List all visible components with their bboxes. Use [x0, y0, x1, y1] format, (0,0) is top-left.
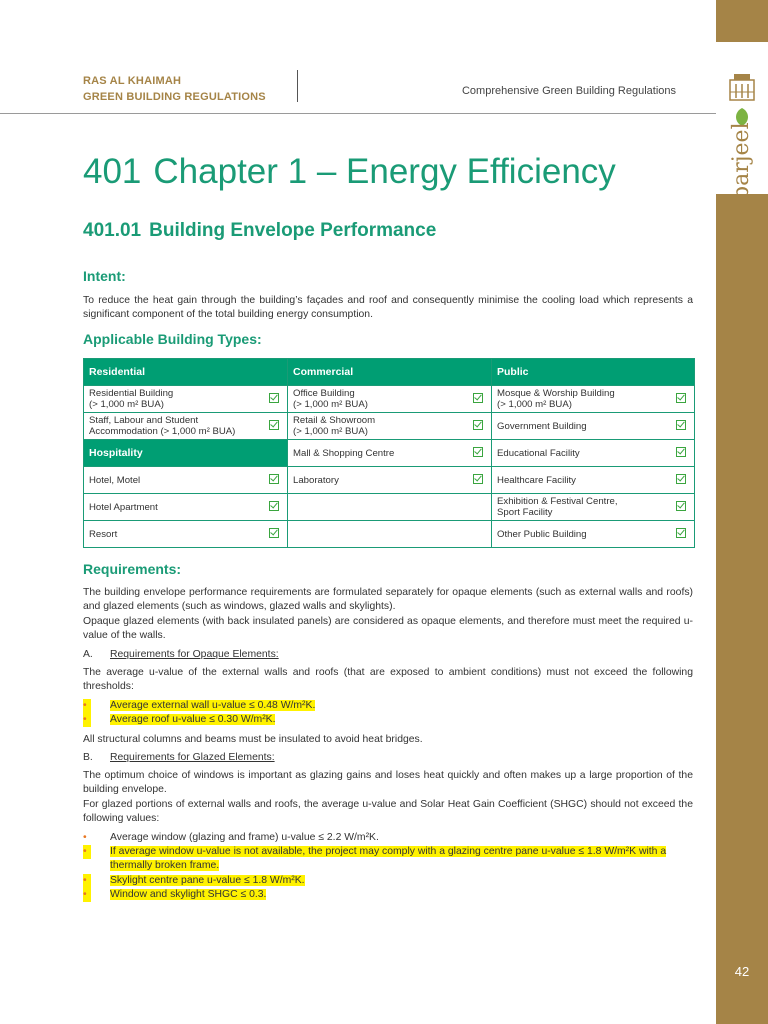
subheading-glazed: [83, 752, 275, 763]
subheading-letter: B.: [83, 752, 93, 763]
table-row: [84, 521, 695, 548]
brand-block: [83, 73, 266, 105]
checkbox-icon: [669, 521, 695, 548]
header-residential: Residential: [84, 359, 288, 386]
list-item: • Average roof u-value ≤ 0.30 W/m²K.: [83, 713, 698, 727]
requirements-intro-2: Opaque glazed elements (with back insulated panels) are considered as opaque elements, and therefore must meet the required u-value of the walls.: [83, 616, 693, 642]
bullet-icon: •: [83, 699, 91, 713]
opaque-bullet-list: [83, 699, 698, 727]
subheading-text: Requirements for Opaque Elements:: [110, 649, 279, 660]
checkbox-icon: [669, 440, 695, 467]
checkbox-icon: [669, 494, 695, 521]
cell-empty: [288, 521, 466, 548]
cell-empty: [466, 494, 492, 521]
bullet-icon: •: [83, 845, 91, 859]
checkbox-icon: [466, 413, 492, 440]
checkbox-icon: [466, 467, 492, 494]
section-name: Building Envelope Performance: [149, 220, 437, 241]
applicable-heading: Applicable Building Types:: [83, 331, 262, 347]
glazed-text-1: The optimum choice of windows is important as glazing gains and loses heat quickly and often makes up a large proportion of the building envelope.: [83, 770, 693, 796]
bullet-icon: •: [83, 832, 87, 843]
checkbox-icon: [262, 413, 288, 440]
opaque-note: All structural columns and beams must be insulated to avoid heat bridges.: [83, 734, 423, 745]
cell-hotel-motel: Hotel, Motel: [84, 467, 262, 494]
bullet-icon: •: [83, 713, 91, 727]
cell-mall: Mall & Shopping Centre: [288, 440, 466, 467]
table-row: [84, 413, 695, 440]
chapter-number: 401: [83, 152, 142, 191]
list-item: • Skylight centre pane u-value ≤ 1.8 W/m²K.: [83, 874, 698, 888]
document-subtitle: Comprehensive Green Building Regulations: [461, 85, 676, 97]
requirements-intro-1: The building envelope performance requirements are formulated separately for opaque elements (such as external walls and roofs) and glazed elements (such as windows, glazed walls and skylights).: [83, 587, 693, 613]
list-item: • Window and skylight SHGC ≤ 0.3.: [83, 888, 698, 902]
section-number: 401.01: [83, 220, 142, 241]
subheading-letter: A.: [83, 649, 93, 660]
checkbox-icon: [262, 494, 288, 521]
cell-exhibition-centre: Exhibition & Festival Centre, Sport Facility: [492, 494, 669, 521]
glazed-bullet-list: [83, 831, 698, 902]
brand-line-1: RAS AL KHAIMAH: [83, 75, 182, 87]
page-number: 42: [734, 964, 750, 979]
cell-office-building: Office Building (> 1,000 m² BUA): [288, 386, 466, 413]
intent-text: To reduce the heat gain through the building’s façades and roof and consequently minimise the cooling load which represents a significant component of the total building energy consumption.: [83, 295, 693, 321]
checkbox-icon: [669, 413, 695, 440]
bullet-icon: •: [83, 874, 91, 888]
glazed-text-2: For glazed portions of external walls and roofs, the average u-value and Solar Heat Gain Coefficient (SHGC) should not exceed the following values:: [83, 799, 693, 825]
header-commercial: Commercial: [288, 359, 492, 386]
cell-other-public-building: Other Public Building: [492, 521, 669, 548]
header-hospitality-fill: [262, 440, 288, 467]
wind-tower-icon: [730, 74, 754, 100]
cell-laboratory: Laboratory: [288, 467, 466, 494]
barjeel-logo: [720, 62, 764, 222]
table-row: [84, 440, 695, 467]
list-item: • Average window (glazing and frame) u-value ≤ 2.2 W/m²K.: [83, 831, 698, 845]
header-public: Public: [492, 359, 695, 386]
chapter-name: Chapter 1 – Energy Efficiency: [153, 152, 616, 191]
cell-residential-building: Residential Building (> 1,000 m² BUA): [84, 386, 262, 413]
table-row: [84, 467, 695, 494]
list-item: • Average external wall u-value ≤ 0.48 W/m²K.: [83, 699, 698, 713]
cell-empty: [288, 494, 466, 521]
cell-educational-facility: Educational Facility: [492, 440, 669, 467]
cell-empty: [466, 521, 492, 548]
table-row: [84, 494, 695, 521]
requirements-heading: Requirements:: [83, 561, 182, 577]
header-hospitality: Hospitality: [84, 440, 262, 467]
brand-line-2: GREEN BUILDING REGULATIONS: [83, 91, 266, 103]
checkbox-icon: [262, 386, 288, 413]
checkbox-icon: [262, 521, 288, 548]
svg-text:barjeel: barjeel: [729, 122, 754, 200]
table-row: [84, 386, 695, 413]
opaque-text: The average u-value of the external walls and roofs (that are exposed to ambient conditions) must not exceed the following thresholds:: [83, 667, 693, 693]
cell-government-building: Government Building: [492, 413, 669, 440]
intent-heading: Intent:: [83, 268, 126, 284]
cell-healthcare-facility: Healthcare Facility: [492, 467, 669, 494]
building-types-table: [83, 358, 695, 548]
header-divider: [297, 70, 298, 102]
checkbox-icon: [669, 467, 695, 494]
logo-panel: [716, 42, 768, 200]
cell-staff-accommodation: Staff, Labour and Student Accommodation (> 1,000 m² BUA): [84, 413, 262, 440]
subheading-text: Requirements for Glazed Elements:: [110, 752, 275, 763]
list-item: • If average window u-value is not available, the project may comply with a glazing centre pane u-value ≤ 1.8 W/m²K with a thermally broken frame.: [83, 846, 667, 872]
checkbox-icon: [466, 440, 492, 467]
checkbox-icon: [669, 386, 695, 413]
bullet-icon: •: [83, 888, 91, 902]
cell-hotel-apartment: Hotel Apartment: [84, 494, 262, 521]
chapter-title: [83, 152, 616, 192]
checkbox-icon: [262, 467, 288, 494]
section-title: [83, 220, 436, 242]
cell-mosque-building: Mosque & Worship Building (> 1,000 m² BUA): [492, 386, 669, 413]
subheading-opaque: [83, 649, 279, 660]
cell-resort: Resort: [84, 521, 262, 548]
table-header-row: [84, 359, 695, 386]
header-rule: [0, 113, 716, 114]
sidebar-band: [716, 0, 768, 1024]
checkbox-icon: [466, 386, 492, 413]
cell-retail-showroom: Retail & Showroom (> 1,000 m² BUA): [288, 413, 466, 440]
